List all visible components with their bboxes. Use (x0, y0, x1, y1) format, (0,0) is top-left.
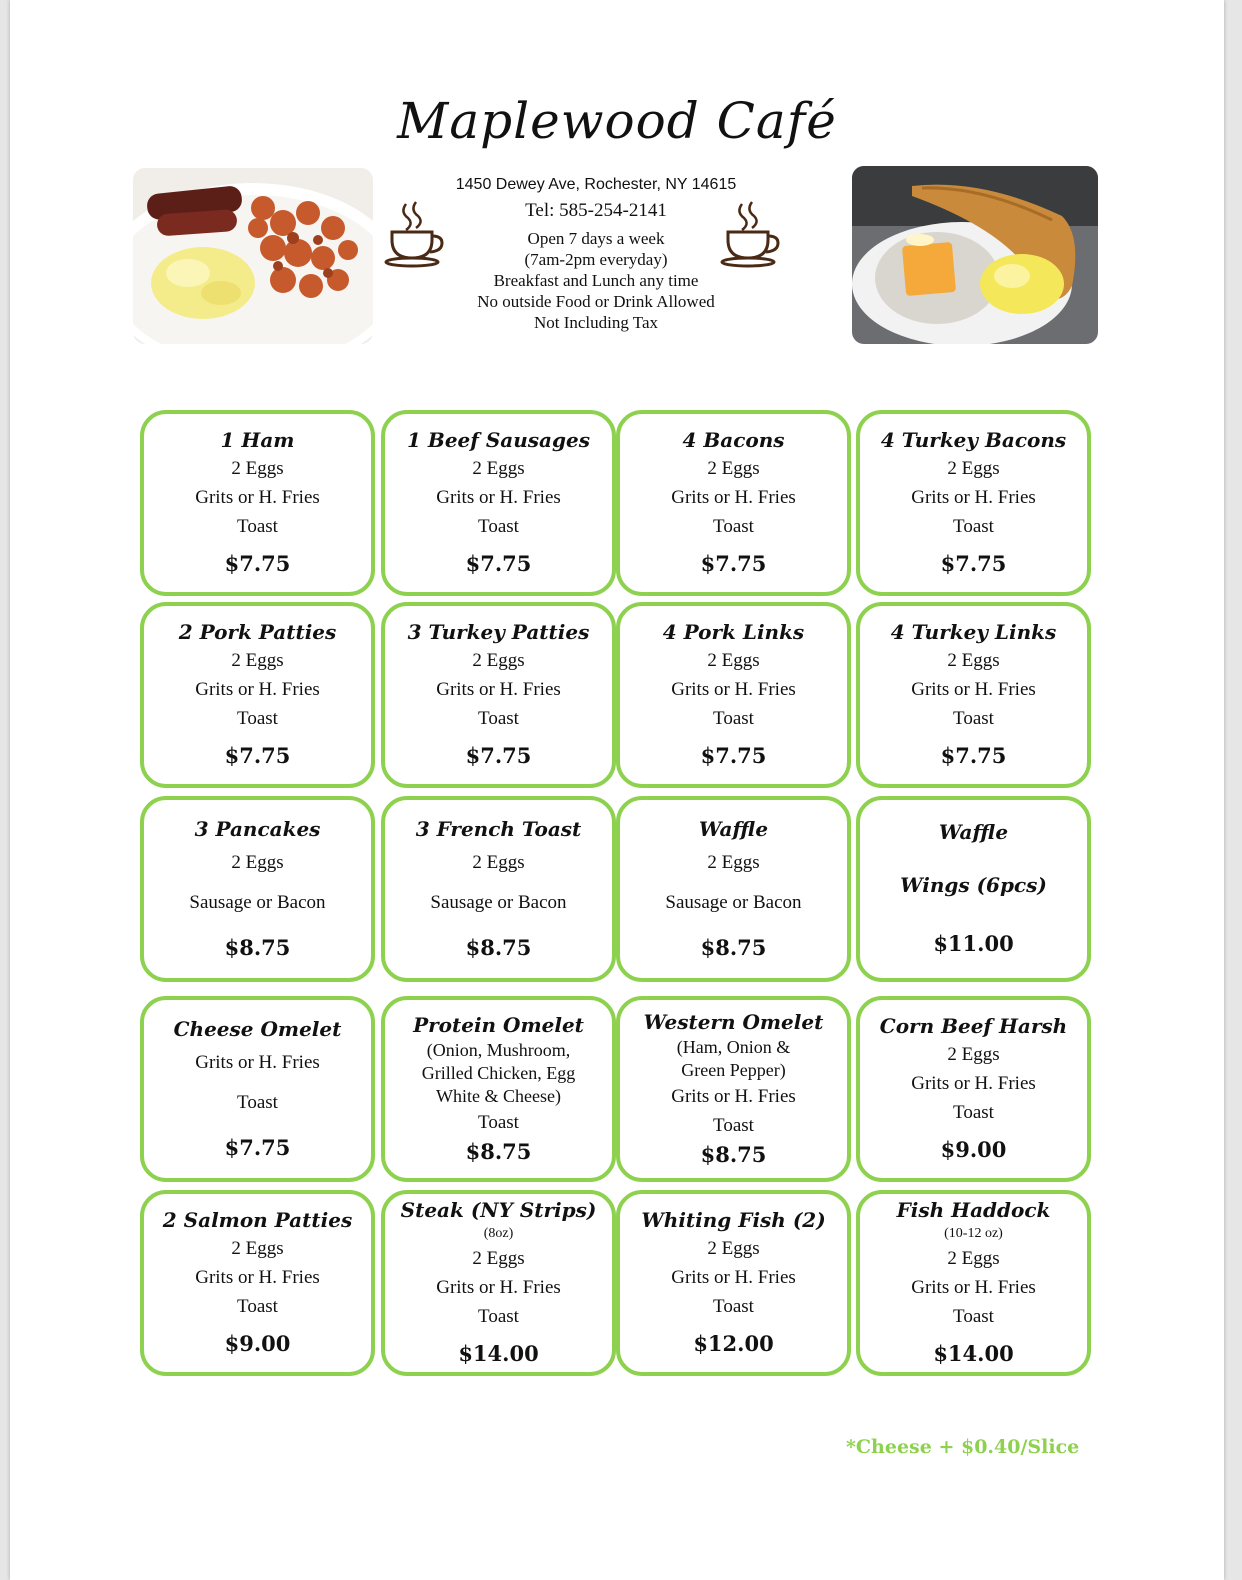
menu-item-card (381, 796, 616, 982)
menu-item-line: Toast (713, 516, 754, 537)
menu-item-line: Toast (713, 708, 754, 729)
menu-item-line: Grits or H. Fries (671, 679, 796, 700)
menu-item-line: 2 Eggs (707, 650, 760, 671)
menu-item-line: Grits or H. Fries (436, 487, 561, 508)
menu-item-line: Toast (713, 1296, 754, 1317)
menu-item-card (381, 602, 616, 788)
menu-item-price: $8.75 (224, 934, 291, 960)
hours-block (410, 228, 782, 333)
menu-item-line: 2 Eggs (707, 458, 760, 479)
menu-item-line: 2 Eggs (947, 650, 1000, 671)
hours-line: Open 7 days a week (527, 229, 665, 248)
menu-item-name: 3 Turkey Patties (407, 620, 590, 644)
cheese-footnote: *Cheese + $0.40/Slice (846, 1436, 1080, 1458)
menu-item-name: 3 French Toast (415, 816, 582, 841)
menu-item-line: Toast (478, 516, 519, 537)
menu-item-line: Grits or H. Fries (195, 487, 320, 508)
menu-item-card (616, 796, 851, 982)
menu-item-name: 2 Salmon Patties (162, 1208, 353, 1232)
menu-item-name: Steak (NY Strips) (400, 1198, 597, 1222)
menu-item-line: Sausage or Bacon (189, 891, 326, 913)
menu-item-line: Grits or H. Fries (911, 679, 1036, 700)
menu-item-line: Toast (953, 516, 994, 537)
menu-item-card (140, 410, 375, 596)
menu-item-price: $8.75 (700, 1141, 767, 1167)
menu-item-price: $14.00 (458, 1341, 539, 1366)
menu-item-price: $12.00 (693, 1331, 774, 1356)
menu-item-price: $7.75 (465, 743, 532, 768)
menu-item-name: 1 Ham (220, 428, 295, 452)
cafe-title: Maplewood Café (397, 92, 837, 150)
menu-item-price: $7.75 (940, 743, 1007, 768)
menu-item-card (856, 602, 1091, 788)
menu-item-card (616, 1190, 851, 1376)
menu-item-card (856, 996, 1091, 1182)
menu-item-line: 2 Eggs (707, 1238, 760, 1259)
menu-item-name: Cheese Omelet (173, 1016, 342, 1041)
menu-item-price: $9.00 (940, 1137, 1007, 1162)
hours-line: Not Including Tax (533, 313, 659, 332)
menu-item-name: 3 Pancakes (194, 816, 321, 841)
menu-item-line: Grits or H. Fries (671, 1085, 796, 1107)
menu-item-name: 2 Pork Patties (178, 620, 337, 644)
menu-item-subname: Wings (6pcs) (900, 873, 1047, 897)
menu-item-line: 2 Eggs (707, 851, 760, 873)
fish-grits-plate-photo (852, 166, 1098, 344)
menu-item-line: Grits or H. Fries (195, 1051, 320, 1073)
menu-item-line: 2 Eggs (947, 1248, 1000, 1269)
menu-item-line: Grits or H. Fries (671, 487, 796, 508)
menu-item-line: Toast (953, 1102, 994, 1123)
menu-item-price: $7.75 (224, 551, 291, 576)
menu-item-line: Toast (713, 1114, 754, 1136)
menu-item-card (381, 996, 616, 1182)
menu-item-price: $7.75 (465, 551, 532, 576)
menu-item-line: 2 Eggs (472, 458, 525, 479)
menu-item-name: Whiting Fish (2) (641, 1208, 826, 1232)
menu-item-card (381, 1190, 616, 1376)
menu-item-card (856, 410, 1091, 596)
menu-grid (140, 410, 1092, 1382)
menu-item-name: 4 Turkey Links (890, 620, 1057, 644)
menu-item-price: $7.75 (224, 743, 291, 768)
menu-item-line: Toast (237, 708, 278, 729)
menu-item-size: (8oz) (483, 1226, 514, 1241)
menu-item-price: $9.00 (224, 1331, 291, 1356)
menu-item-price: $8.75 (700, 934, 767, 960)
menu-item-card (140, 796, 375, 982)
menu-item-card (140, 1190, 375, 1376)
menu-item-card (616, 602, 851, 788)
hours-line: (7am-2pm everyday) (524, 250, 668, 269)
menu-item-card (381, 410, 616, 596)
menu-item-name: Fish Haddock (896, 1198, 1051, 1222)
menu-item-line: Toast (953, 1306, 994, 1327)
menu-item-card (140, 996, 375, 1182)
menu-item-note: White & Cheese) (436, 1085, 561, 1106)
menu-item-line: Toast (953, 708, 994, 729)
menu-item-line: 2 Eggs (472, 851, 525, 873)
menu-item-card (616, 410, 851, 596)
menu-item-note: Green Pepper) (681, 1059, 786, 1080)
menu-item-size: (10-12 oz) (944, 1226, 1003, 1241)
menu-item-line: 2 Eggs (231, 650, 284, 671)
menu-item-name: Waffle (698, 816, 769, 841)
menu-item-name: 1 Beef Sausages (407, 428, 590, 452)
menu-item-line: Grits or H. Fries (911, 487, 1036, 508)
menu-item-line: 2 Eggs (231, 458, 284, 479)
menu-item-card (856, 1190, 1091, 1376)
cafe-info (410, 176, 782, 333)
menu-item-name: Protein Omelet (413, 1012, 584, 1037)
menu-item-line: Grits or H. Fries (911, 1073, 1036, 1094)
menu-item-price: $14.00 (933, 1341, 1014, 1366)
menu-item-line: 2 Eggs (472, 1248, 525, 1269)
menu-item-price: $7.75 (700, 743, 767, 768)
menu-item-price: $7.75 (700, 551, 767, 576)
menu-item-line: 2 Eggs (947, 458, 1000, 479)
menu-item-price: $7.75 (224, 1134, 291, 1160)
menu-item-line: Grits or H. Fries (671, 1267, 796, 1288)
menu-item-card (140, 602, 375, 788)
menu-item-line: Toast (478, 1306, 519, 1327)
menu-item-line: Toast (237, 1296, 278, 1317)
breakfast-plate-photo (133, 168, 373, 344)
menu-item-price: $11.00 (933, 931, 1014, 956)
menu-item-name: 4 Turkey Bacons (880, 428, 1067, 452)
menu-item-card (856, 796, 1091, 982)
menu-page (10, 0, 1224, 1580)
menu-item-price: $8.75 (465, 1138, 532, 1164)
menu-item-price: $7.75 (940, 551, 1007, 576)
menu-item-line: 2 Eggs (231, 1238, 284, 1259)
menu-item-name: Corn Beef Harsh (879, 1014, 1068, 1038)
menu-item-line: Grits or H. Fries (436, 1277, 561, 1298)
menu-item-line: Grits or H. Fries (195, 679, 320, 700)
menu-item-line: 2 Eggs (472, 650, 525, 671)
hours-line: Breakfast and Lunch any time (493, 271, 699, 290)
menu-item-note: (Ham, Onion & (676, 1036, 791, 1057)
menu-item-line: Toast (478, 1111, 519, 1133)
menu-item-note: Grilled Chicken, Egg (421, 1062, 576, 1083)
menu-item-note: (Onion, Mushroom, (426, 1039, 571, 1060)
menu-item-name: Western Omelet (643, 1009, 824, 1034)
menu-item-line: Grits or H. Fries (911, 1277, 1036, 1298)
menu-item-line: Grits or H. Fries (436, 679, 561, 700)
address: 1450 Dewey Ave, Rochester, NY 14615 (455, 176, 737, 193)
hours-line: No outside Food or Drink Allowed (477, 292, 715, 311)
menu-item-line: Sausage or Bacon (430, 891, 567, 913)
menu-item-name: 4 Bacons (682, 428, 785, 452)
menu-item-line: Toast (478, 708, 519, 729)
phone: Tel: 585-254-2141 (525, 200, 667, 221)
menu-item-name: 4 Pork Links (662, 620, 805, 644)
menu-item-price: $8.75 (465, 934, 532, 960)
menu-item-line: 2 Eggs (947, 1044, 1000, 1065)
menu-item-line: Toast (237, 1091, 278, 1113)
menu-item-line: Grits or H. Fries (195, 1267, 320, 1288)
menu-item-card (616, 996, 851, 1182)
menu-item-line: Toast (237, 516, 278, 537)
menu-item-name: Waffle (938, 820, 1009, 844)
menu-item-line: 2 Eggs (231, 851, 284, 873)
menu-item-line: Sausage or Bacon (665, 891, 802, 913)
